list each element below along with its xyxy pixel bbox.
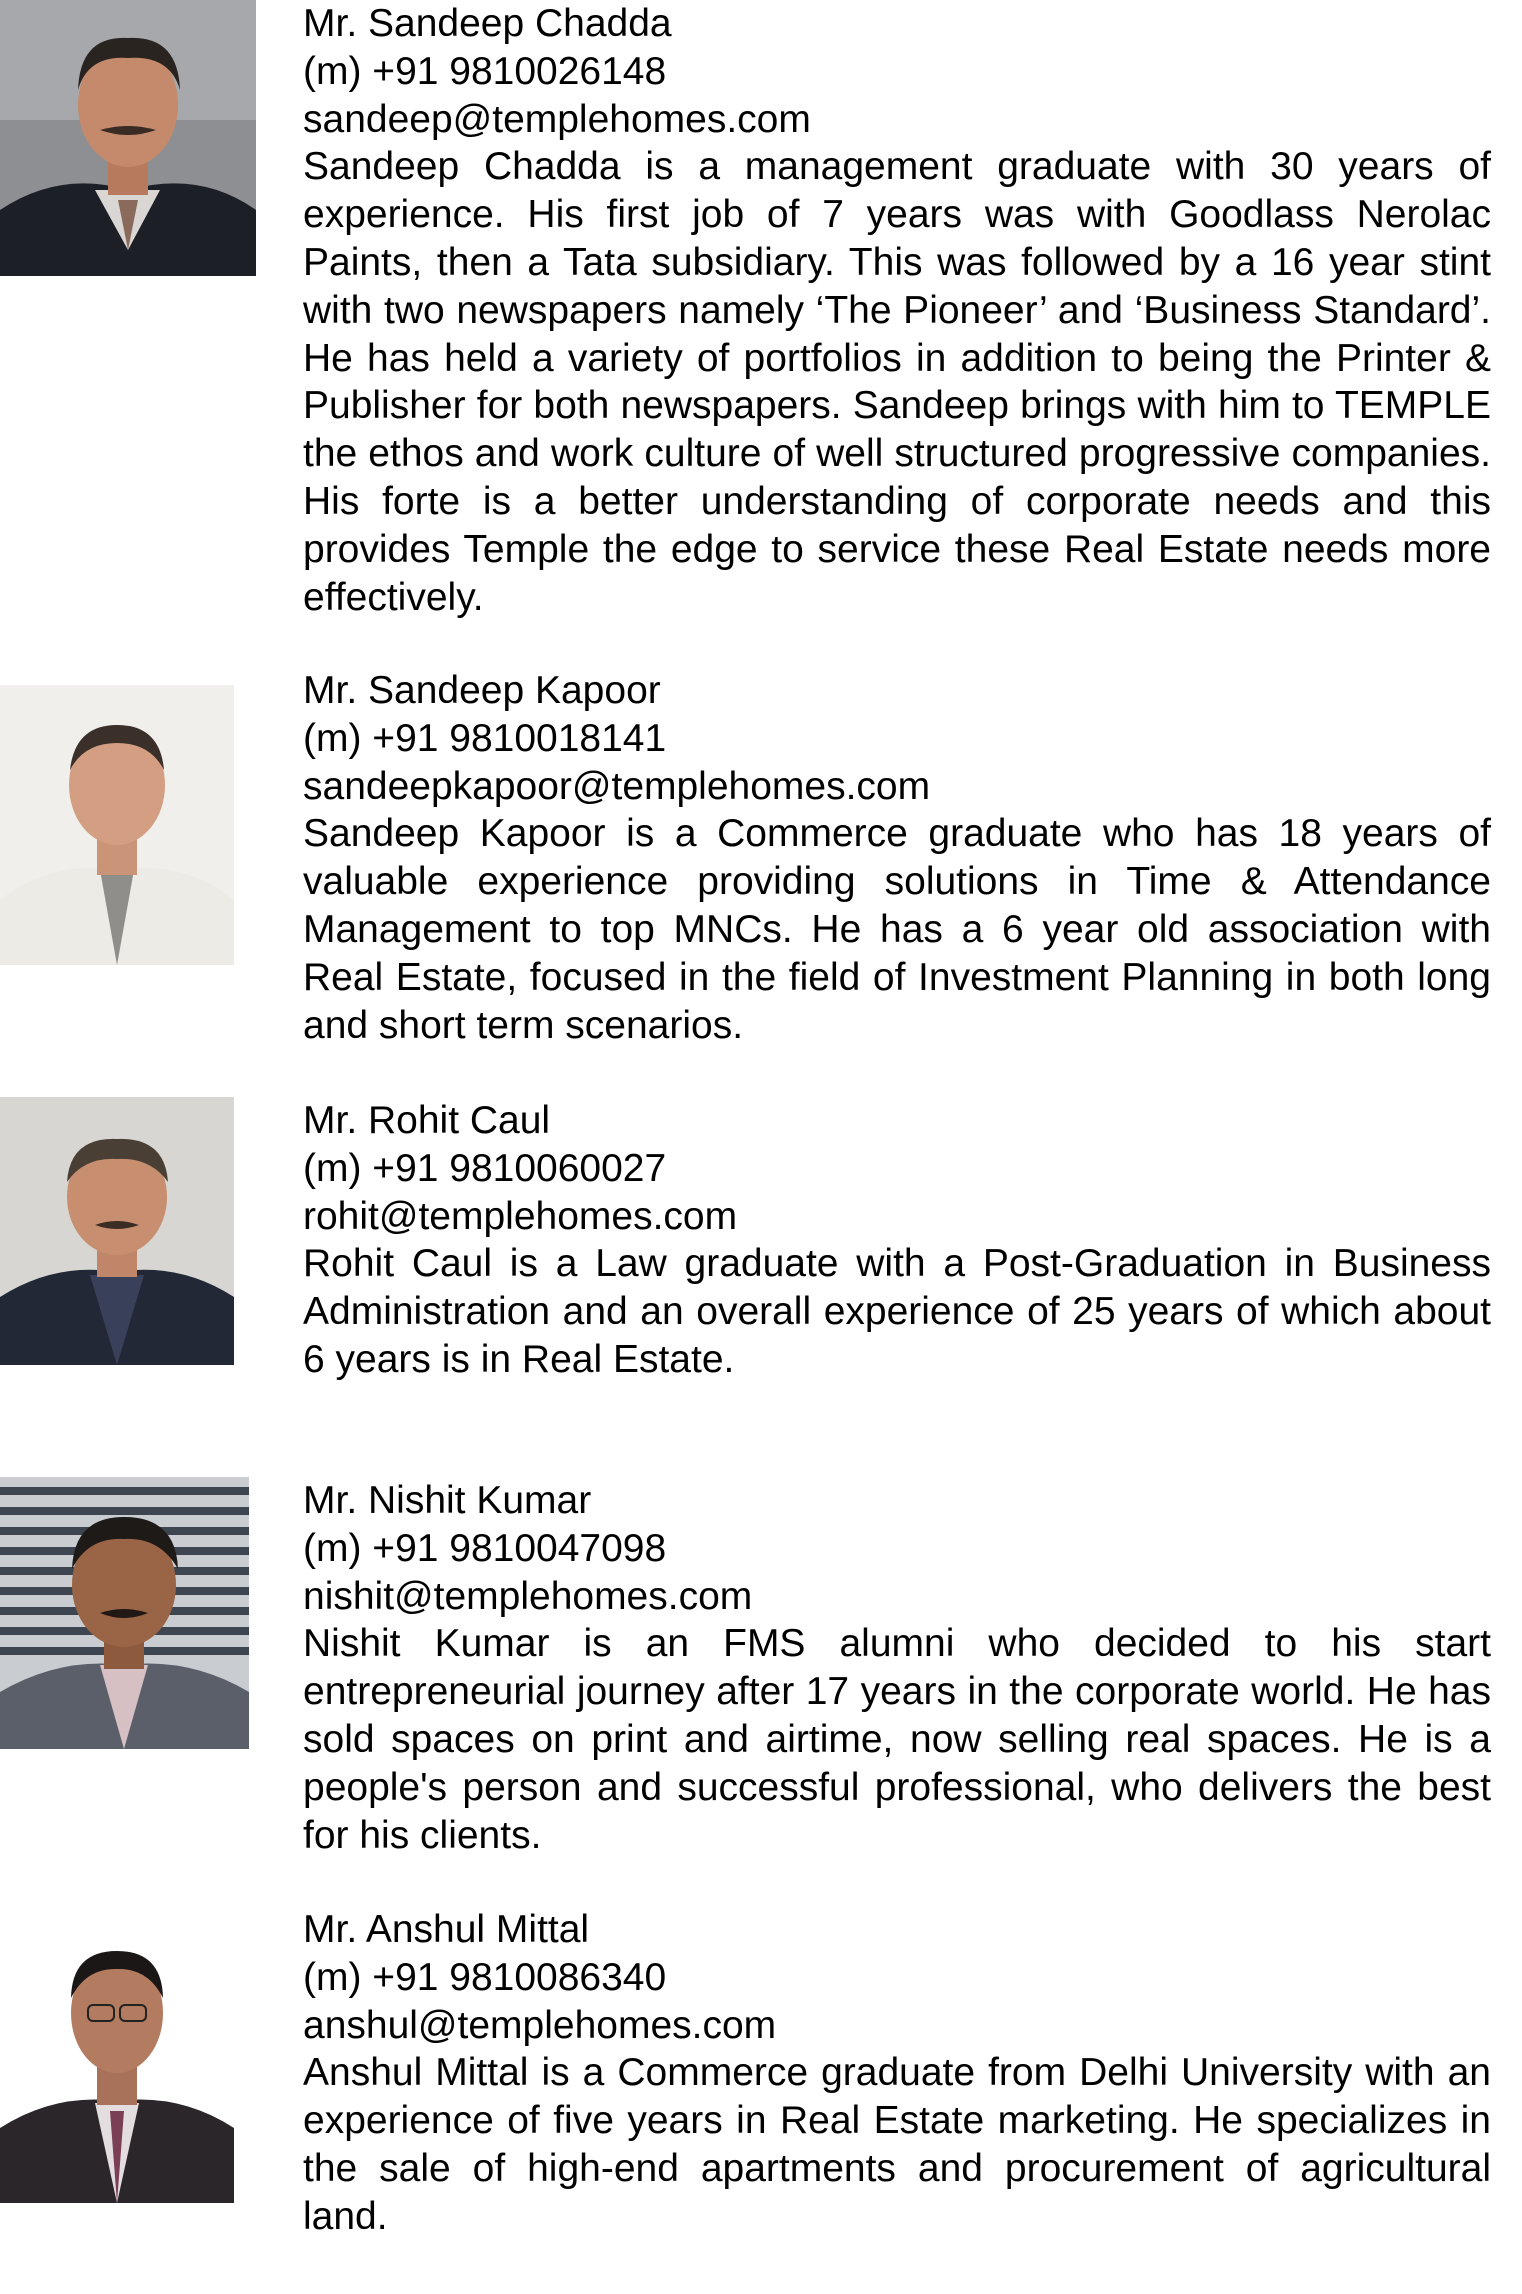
person-phone: (m) +91 9810026148 <box>303 49 667 93</box>
person-phone: (m) +91 9810060027 <box>303 1146 667 1190</box>
person-email[interactable]: sandeepkapoor@templehomes.com <box>303 764 931 808</box>
person-phone: (m) +91 9810047098 <box>303 1526 667 1570</box>
person-bio: Sandeep Kapoor is a Commerce graduate who has 18 years of valuable experience providing solutions in Time & Attendance Management to top MNCs. He has a 6 year old association with Real Estate, focused in the field of Investment Planning in both long and short term scenarios. <box>303 812 1491 1047</box>
person-email[interactable]: nishit@templehomes.com <box>303 1574 753 1618</box>
profile-photo <box>0 1913 234 2203</box>
profile-text <box>303 0 1491 621</box>
person-bio: Rohit Caul is a Law graduate with a Post-Graduation in Business Administration and an overall experience of 25 years of which about 6 years is in Real Estate. <box>303 1242 1491 1381</box>
person-email[interactable]: sandeep@templehomes.com <box>303 97 811 141</box>
person-name: Mr. Anshul Mittal <box>303 1908 590 1951</box>
person-bio: Nishit Kumar is an FMS alumni who decided to his start entrepreneurial journey after 17 years in the corporate world. He has sold spaces on print and airtime, now selling real spaces. He is a people's person and successful professional, who delivers the best for his clients. <box>303 1622 1491 1857</box>
profile-text <box>303 1906 1491 2241</box>
profile-photo <box>0 1477 249 1749</box>
person-phone: (m) +91 9810086340 <box>303 1955 667 1999</box>
profile-text <box>303 1097 1491 1384</box>
profile-text <box>303 667 1491 1049</box>
profile-photo <box>0 685 234 965</box>
person-name: Mr. Sandeep Chadda <box>303 2 672 45</box>
person-phone: (m) +91 9810018141 <box>303 716 667 760</box>
person-bio: Anshul Mittal is a Commerce graduate from Delhi University with an experience of five years in Real Estate marketing. He specializes in the sale of high-end apartments and procurement of agricultural land. <box>303 2051 1491 2238</box>
profile-photo <box>0 0 256 276</box>
person-bio: Sandeep Chadda is a management graduate with 30 years of experience. His first job of 7 years was with Goodlass Nerolac Paints, then a Tata subsidiary. This was followed by a 16 year stint with two newspapers namely ‘The Pioneer’ and ‘Business Standard’. He has held a variety of portfolios in addition to being the Printer & Publisher for both newspapers. Sandeep brings with him to TEMPLE the ethos and work culture of well structured progressive companies. His forte is a better understanding of corporate needs and this provides Temple the edge to service these Real Estate needs more effectively. <box>303 145 1491 619</box>
person-email[interactable]: rohit@templehomes.com <box>303 1194 738 1238</box>
person-name: Mr. Nishit Kumar <box>303 1479 592 1522</box>
person-email[interactable]: anshul@templehomes.com <box>303 2003 777 2047</box>
profile-text <box>303 1477 1491 1859</box>
person-name: Mr. Sandeep Kapoor <box>303 669 661 712</box>
profile-photo <box>0 1097 234 1365</box>
person-name: Mr. Rohit Caul <box>303 1099 551 1142</box>
